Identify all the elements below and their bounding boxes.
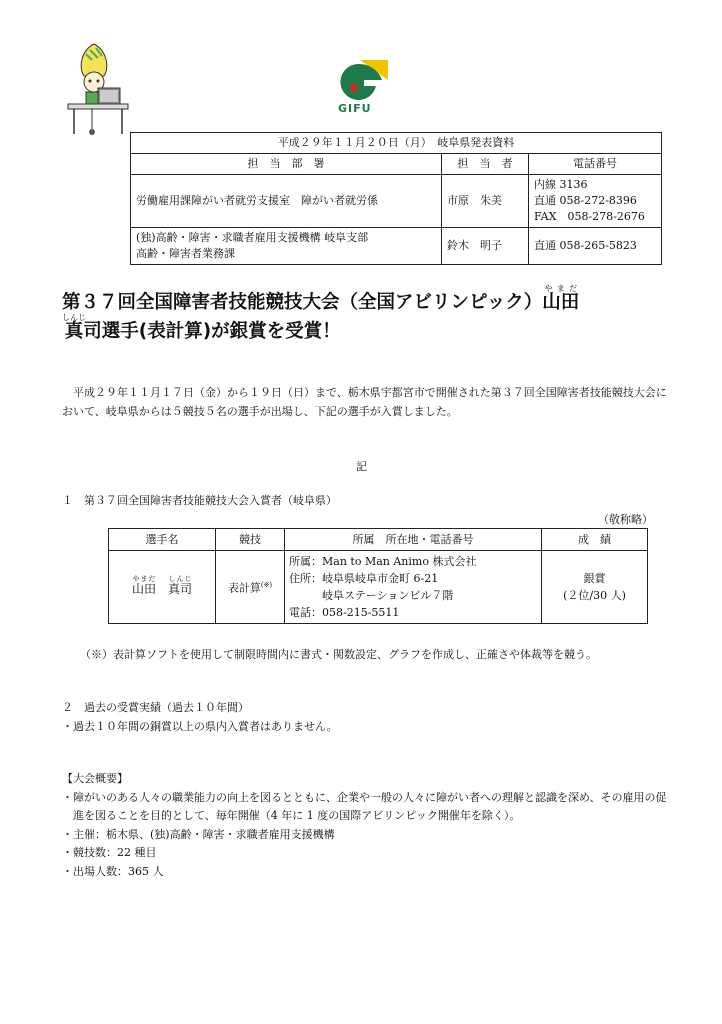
col-result: 成 績: [542, 529, 648, 551]
affiliation-line: 岐阜ステーションビル７階: [289, 589, 454, 602]
section2-heading: ２ 過去の受賞実績（過去１０年間）: [62, 701, 249, 714]
department-line: (独)高齢・障害・求職者雇用支援機構 岐阜支部: [136, 231, 369, 244]
col-athlete: 選手名: [109, 529, 216, 551]
logo-text: GIFU: [338, 102, 372, 115]
col-phone: 電話番号: [529, 154, 662, 175]
phone-cell: [529, 175, 662, 228]
col-affiliation: 所属 所在地・電話番号: [285, 529, 542, 551]
result-detail: (２位/30 人): [563, 589, 626, 602]
affiliation-line: 電話：058-215-5511: [289, 606, 400, 619]
title-part1: 第３７回全国障害者技能競技大会（全国アビリンピック）: [62, 292, 543, 313]
col-event: 競技: [216, 529, 285, 551]
overview-heading: 【大会概要】: [62, 772, 128, 785]
affiliation-line: 住所：岐阜県岐阜市金町 6-21: [289, 572, 439, 585]
person-cell: 鈴木 明子: [442, 228, 529, 265]
event-cell: 表計算(※): [216, 551, 285, 624]
award-table: [108, 528, 648, 624]
affiliation-cell: [285, 551, 542, 624]
phone-line: 内線 3136: [534, 178, 588, 191]
department-cell: 労働雇用課障がい者就労支援室 障がい者就労係: [131, 175, 442, 228]
date-line: 平成２９年１１月２０日（月） 岐阜県発表資料: [131, 133, 662, 154]
table-row: [109, 551, 648, 624]
person-cell: 市原 朱美: [442, 175, 529, 228]
overview-item: ・競技数：22 種目: [62, 846, 157, 859]
title-given: 真しんじ: [62, 313, 86, 342]
phone-line: 直通 058-272-8396: [534, 194, 637, 207]
section2-item: ・過去１０年間の銅賞以上の県内入賞者はありません。: [62, 720, 338, 733]
result-cell: [542, 551, 648, 624]
result-value: 銀賞: [583, 572, 606, 585]
overview-item: ・主催：栃木県、(独)高齢・障害・求職者雇用支援機構: [62, 827, 335, 841]
col-person: 担 当 者: [442, 154, 529, 175]
footnote: （※）表計算ソフトを使用して制限時間内に書式・関数設定、グラフを作成し、正確さや体裁等を競う。: [80, 648, 597, 661]
title-part2: 司選手(表計算)が銀賞を受賞！: [83, 321, 341, 342]
title-surname: 山田やまだ: [542, 284, 580, 313]
section1-heading: １ 第３７回全国障害者技能競技大会入賞者（岐阜県）: [62, 494, 337, 507]
ki-mark: 記: [356, 460, 367, 473]
phone-line: FAX 058-278-2676: [534, 210, 645, 223]
section2: [62, 698, 672, 736]
overview-item: ・障がいのある人々の職業能力の向上を図るとともに、企業や一般の人々に障がい者への理解と認識を深め、その雇用の促進を図ることを目的として、毎年開催（4 年に 1 度の国際アビリンピック開催年を除く）。: [62, 790, 667, 822]
phone-cell: 直通 058-265-5823: [529, 228, 662, 265]
page-title: [62, 284, 672, 346]
contact-table: [130, 132, 662, 265]
affiliation-line: 所属：Man to Man Animo 株式会社: [289, 555, 477, 568]
gifu-prefecture-logo: [330, 58, 390, 100]
intro-paragraph: 平成２９年１１月１７日（金）から１９日（日）まで、栃木県宇都宮市で開催された第３７回全国障害者技能競技大会において、岐阜県からは５競技５名の選手が出場し、下記の選手が入賞しました。: [62, 386, 667, 418]
col-department: 担 当 部 署: [131, 154, 442, 175]
honorific-note: （敬称略）: [598, 513, 653, 526]
department-cell: [131, 228, 442, 265]
department-line: 高齢・障害者業務課: [136, 247, 235, 260]
mascot-at-computer-icon: [64, 40, 132, 138]
athlete-cell: 山田やまだ 真司しんじ: [109, 551, 216, 624]
overview-item: ・出場人数：365 人: [62, 864, 164, 878]
overview: [62, 770, 672, 881]
